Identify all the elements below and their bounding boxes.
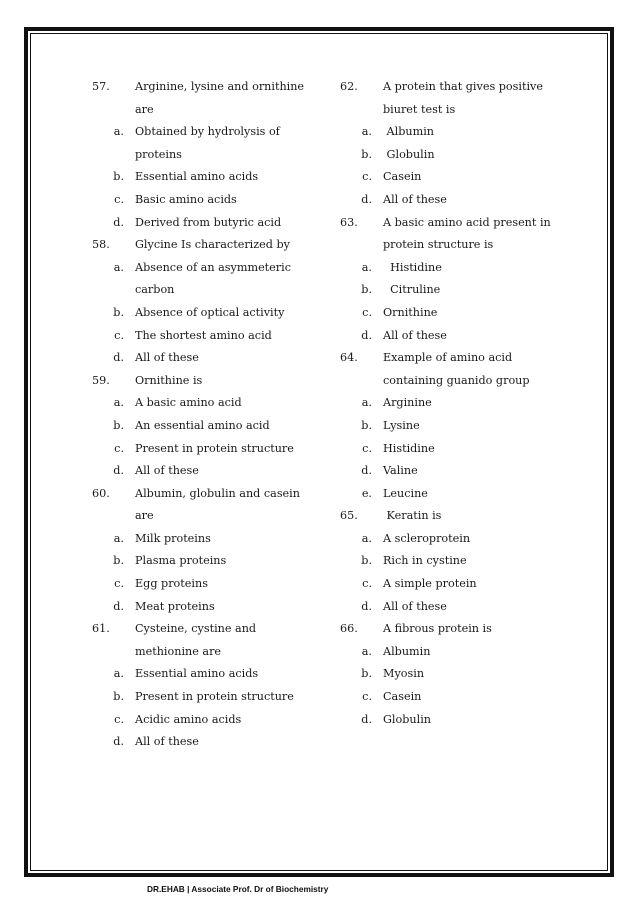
option-row xyxy=(340,460,570,483)
option-text: Egg proteins xyxy=(135,577,208,591)
option-row xyxy=(92,460,322,483)
option-letter: a. xyxy=(113,531,124,545)
question-text-continued: are xyxy=(135,102,154,116)
continuation-row xyxy=(92,279,322,302)
option-row xyxy=(340,415,570,438)
question-number: 62. xyxy=(340,80,358,93)
option-text: Casein xyxy=(383,170,422,184)
option-text: Essential amino acids xyxy=(135,170,259,184)
option-row xyxy=(340,528,570,551)
option-letter: a. xyxy=(113,396,124,410)
right-question-column xyxy=(340,76,570,731)
option-letter: b. xyxy=(361,283,372,297)
option-text: Absence of optical activity xyxy=(135,305,285,319)
option-row xyxy=(92,686,322,709)
question-row xyxy=(340,76,570,99)
option-letter: d. xyxy=(361,599,372,613)
option-letter: b. xyxy=(361,667,372,681)
option-text: Present in protein structure xyxy=(135,690,294,704)
option-letter: c. xyxy=(114,441,124,455)
option-text: The shortest amino acid xyxy=(135,328,272,342)
option-letter: d. xyxy=(113,464,124,478)
page-footer: DR.EHAB | Associate Prof. Dr of Biochemistry xyxy=(147,884,329,894)
question-number: 61. xyxy=(92,622,110,636)
option-letter: a. xyxy=(113,667,124,681)
question-number: 60. xyxy=(92,486,110,500)
option-row xyxy=(92,121,322,144)
question-row xyxy=(92,370,322,393)
question-text: Cysteine, cystine and xyxy=(135,622,257,636)
option-row xyxy=(340,550,570,573)
question-text: Arginine, lysine and ornithine xyxy=(135,80,305,93)
option-row xyxy=(340,392,570,415)
option-letter: d. xyxy=(361,712,372,726)
option-text: Histidine xyxy=(383,441,435,455)
option-text: Meat proteins xyxy=(135,599,215,613)
option-text: An essential amino acid xyxy=(135,418,270,432)
option-text: Arginine xyxy=(383,396,432,410)
option-row xyxy=(340,663,570,686)
option-text: Present in protein structure xyxy=(135,441,294,455)
continuation-row xyxy=(92,505,322,528)
question-text: A fibrous protein is xyxy=(383,622,492,636)
option-row xyxy=(92,573,322,596)
question-number: 64. xyxy=(340,351,358,365)
option-text: Valine xyxy=(383,464,418,478)
continuation-row xyxy=(340,99,570,122)
question-number: 65. xyxy=(340,509,358,523)
option-letter: c. xyxy=(114,577,124,591)
question-text-continued: carbon xyxy=(135,283,175,297)
option-text: All of these xyxy=(383,328,447,342)
option-text: Acidic amino acids xyxy=(135,712,242,726)
option-text: All of these xyxy=(383,599,447,613)
question-text: A protein that gives positive xyxy=(383,80,543,93)
option-row xyxy=(92,212,322,235)
option-row xyxy=(340,641,570,664)
option-text: Derived from butyric acid xyxy=(135,215,282,229)
option-text: Albumin xyxy=(383,125,434,139)
option-text: All of these xyxy=(383,192,447,206)
option-row xyxy=(340,438,570,461)
option-row xyxy=(92,392,322,415)
question-number: 66. xyxy=(340,622,358,636)
option-letter: c. xyxy=(362,690,372,704)
option-row xyxy=(340,189,570,212)
option-text: A basic amino acid xyxy=(135,396,242,410)
option-text: Myosin xyxy=(383,667,425,681)
question-number: 58. xyxy=(92,238,110,252)
option-text: Ornithine xyxy=(383,305,438,319)
continuation-row xyxy=(340,370,570,393)
option-text: Essential amino acids xyxy=(135,667,259,681)
option-row xyxy=(92,438,322,461)
option-letter: c. xyxy=(362,305,372,319)
option-text: Milk proteins xyxy=(135,531,211,545)
question-row xyxy=(92,483,322,506)
option-text: A simple protein xyxy=(383,577,477,591)
continuation-row xyxy=(92,641,322,664)
option-letter: c. xyxy=(362,441,372,455)
option-letter: a. xyxy=(361,644,372,658)
option-row xyxy=(340,121,570,144)
option-text: All of these xyxy=(135,464,199,478)
option-letter: b. xyxy=(361,147,372,161)
option-text: Citruline xyxy=(383,283,441,297)
option-letter: b. xyxy=(361,418,372,432)
option-letter: c. xyxy=(362,170,372,184)
option-row xyxy=(92,325,322,348)
left-question-column xyxy=(92,76,322,754)
option-text: Globulin xyxy=(383,712,431,726)
option-text: All of these xyxy=(135,351,199,365)
question-text-continued: methionine are xyxy=(135,644,222,658)
option-row xyxy=(92,731,322,754)
question-row xyxy=(340,212,570,235)
option-text: Absence of an asymmeteric xyxy=(135,260,291,274)
option-text: Obtained by hydrolysis of xyxy=(135,125,280,139)
option-row xyxy=(92,709,322,732)
option-row xyxy=(92,257,322,280)
option-row xyxy=(92,596,322,619)
option-text: Plasma proteins xyxy=(135,554,227,568)
question-text: Example of amino acid xyxy=(383,351,513,365)
option-text: Histidine xyxy=(383,260,442,274)
question-text: Keratin is xyxy=(383,509,442,523)
option-letter: b. xyxy=(113,690,124,704)
option-row xyxy=(340,573,570,596)
option-text: Lysine xyxy=(383,418,420,432)
question-number: 59. xyxy=(92,373,110,387)
option-row xyxy=(92,528,322,551)
option-letter: b. xyxy=(113,170,124,184)
option-text: Leucine xyxy=(383,486,428,500)
option-row xyxy=(340,144,570,167)
option-letter: b. xyxy=(113,554,124,568)
option-text: Casein xyxy=(383,690,422,704)
option-letter: b. xyxy=(113,418,124,432)
option-text: Albumin xyxy=(383,644,431,658)
option-row xyxy=(340,257,570,280)
question-text-continued: proteins xyxy=(135,147,182,161)
option-row xyxy=(340,279,570,302)
option-row xyxy=(92,347,322,370)
option-letter: d. xyxy=(361,192,372,206)
option-letter: d. xyxy=(113,351,124,365)
option-letter: a. xyxy=(361,531,372,545)
question-text-continued: are xyxy=(135,509,154,523)
question-text: Albumin, globulin and casein xyxy=(135,486,300,500)
option-row xyxy=(340,709,570,732)
question-text-continued: biuret test is xyxy=(383,102,456,116)
question-row xyxy=(92,76,322,99)
option-text: All of these xyxy=(135,735,199,749)
option-row xyxy=(340,302,570,325)
continuation-row xyxy=(340,234,570,257)
option-row xyxy=(92,166,322,189)
question-text-continued: containing guanido group xyxy=(383,373,530,387)
option-letter: a. xyxy=(361,260,372,274)
option-row xyxy=(340,596,570,619)
question-text: Ornithine is xyxy=(135,373,203,387)
option-letter: c. xyxy=(114,328,124,342)
option-row xyxy=(92,302,322,325)
option-row xyxy=(92,550,322,573)
option-row xyxy=(340,483,570,506)
option-letter: d. xyxy=(361,328,372,342)
option-text: Globulin xyxy=(383,147,435,161)
question-row xyxy=(340,347,570,370)
option-letter: d. xyxy=(113,215,124,229)
question-text-continued: protein structure is xyxy=(383,238,494,252)
question-number: 57. xyxy=(92,80,110,93)
continuation-row xyxy=(92,99,322,122)
question-number: 63. xyxy=(340,215,358,229)
question-row xyxy=(340,505,570,528)
option-letter: a. xyxy=(113,125,124,139)
option-letter: b. xyxy=(361,554,372,568)
option-row xyxy=(340,325,570,348)
option-letter: e. xyxy=(361,486,372,500)
option-text: A scleroprotein xyxy=(383,531,471,545)
option-row xyxy=(92,189,322,212)
option-letter: a. xyxy=(361,396,372,410)
option-letter: a. xyxy=(361,125,372,139)
option-letter: c. xyxy=(362,577,372,591)
question-row xyxy=(92,618,322,641)
option-text: Rich in cystine xyxy=(383,554,467,568)
option-letter: d. xyxy=(113,599,124,613)
question-text: A basic amino acid present in xyxy=(383,215,551,229)
option-letter: d. xyxy=(361,464,372,478)
option-text: Basic amino acids xyxy=(135,192,237,206)
option-letter: a. xyxy=(113,260,124,274)
option-letter: c. xyxy=(114,192,124,206)
continuation-row xyxy=(92,144,322,167)
option-letter: c. xyxy=(114,712,124,726)
option-letter: b. xyxy=(113,305,124,319)
option-letter: d. xyxy=(113,735,124,749)
question-text: Glycine Is characterized by xyxy=(135,238,290,252)
option-row xyxy=(340,166,570,189)
option-row xyxy=(340,686,570,709)
option-row xyxy=(92,663,322,686)
question-row xyxy=(92,234,322,257)
option-row xyxy=(92,415,322,438)
question-row xyxy=(340,618,570,641)
